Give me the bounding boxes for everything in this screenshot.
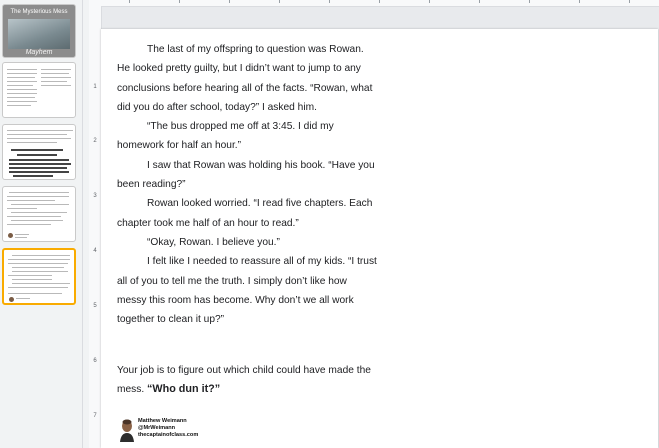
- story-paragraph: Rowan looked worried. “I read five chapters. Each chapter took me half of an hour to read.”: [117, 198, 373, 229]
- thumbnail-photo: [8, 19, 70, 49]
- ruler-number: 6: [93, 358, 97, 364]
- slide-thumbnail-2[interactable]: [2, 62, 76, 118]
- story-paragraph: “Okay, Rowan. I believe you.”: [147, 236, 280, 248]
- ruler-number: 7: [93, 413, 97, 419]
- story-paragraph: I felt like I needed to reassure all of my kids. “I trust all of you to tell me the truth. I simply don’t like how messy this room has become. Why don’t we all work together to clean it up?”: [117, 256, 377, 326]
- question-bold: “Who dun it?”: [147, 383, 221, 396]
- ruler-number: 3: [93, 193, 97, 199]
- current-slide[interactable]: [101, 29, 658, 448]
- horizontal-ruler: [89, 0, 659, 7]
- author-name: Matthew Weimann: [138, 418, 187, 424]
- slide-thumbnail-5-selected[interactable]: [2, 248, 76, 305]
- author-website: thecaptainofclass.com: [138, 431, 199, 438]
- author-handle: @MrWeimann: [138, 424, 176, 431]
- story-paragraph: The last of my offspring to question was Rowan. He looked pretty guilty, but I didn’t want to jump to any conclusions before hearing all of the facts. “Rowan, what did you do after school, today?” I asked him.: [117, 44, 373, 113]
- ruler-number: 1: [93, 84, 97, 90]
- thumbnail-subtitle: Mayhem: [25, 49, 53, 56]
- author-photo: [119, 418, 135, 442]
- ruler-number: 4: [93, 248, 97, 254]
- ruler-number: 2: [93, 138, 97, 144]
- story-text-box[interactable]: [117, 40, 379, 329]
- editor-canvas: [89, 0, 659, 448]
- story-paragraph: “The bus dropped me off at 3:45. I did my homework for half an hour.”: [117, 121, 334, 152]
- story-paragraph: I saw that Rowan was holding his book. “Have you been reading?”: [117, 159, 375, 191]
- slide-thumbnail-4[interactable]: [2, 186, 76, 242]
- slide-thumbnail-3[interactable]: [2, 124, 76, 180]
- question-text: Your job is to figure out which child could have made the mess.: [117, 365, 371, 396]
- slide-filmstrip: [0, 0, 83, 448]
- slide-thumbnail-1[interactable]: [2, 4, 76, 58]
- ruler-number: 5: [93, 303, 97, 309]
- thumbnail-title: The Mysterious Mess: [10, 9, 68, 15]
- question-text-box[interactable]: [117, 361, 379, 400]
